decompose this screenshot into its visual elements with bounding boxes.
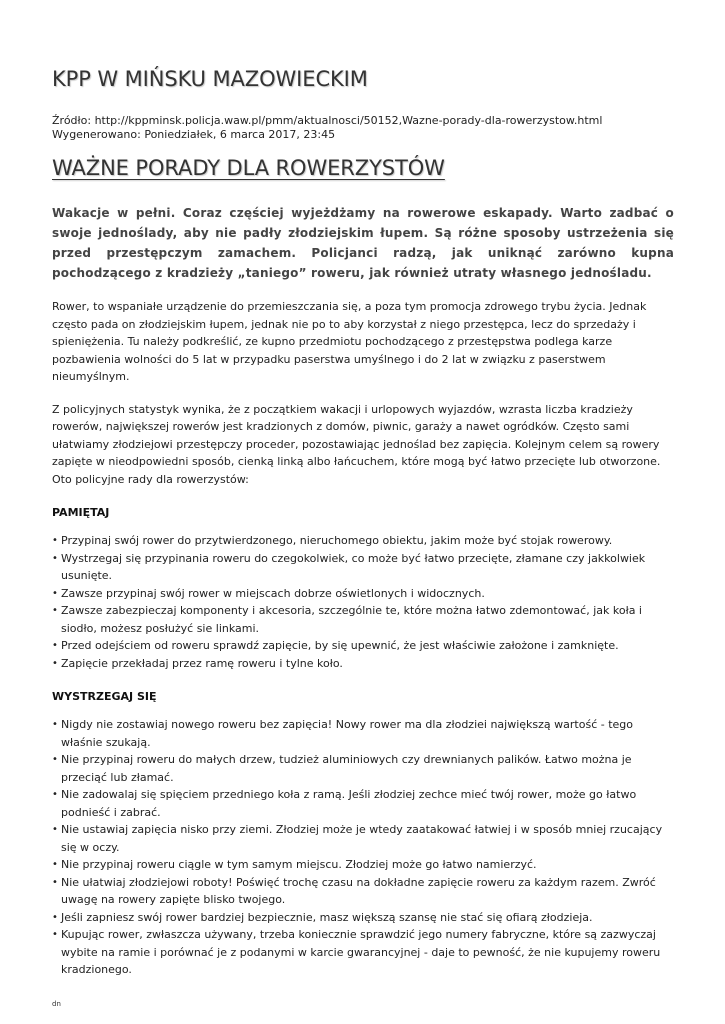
list-item xyxy=(52,856,674,874)
list-item-text: Zawsze zabezpieczaj komponenty i akcesoria, szczególnie te, które można łatwo zdemontować, jak koła i siodło, możesz posłużyć sie linkami. xyxy=(61,604,642,635)
bullet-icon: • xyxy=(52,824,58,835)
bullet-icon: • xyxy=(52,876,58,888)
list-item-text: Nie ułatwiaj złodziejowi roboty! Poświęć trochę czasu na dokładne zapięcie roweru za każdym razem. Zwróć uwagę na rowery zapięte blisko twojego. xyxy=(61,875,656,906)
bullet-icon: • xyxy=(52,657,58,669)
bullet-icon: • xyxy=(52,552,58,564)
list-item xyxy=(52,821,674,856)
list-item-text: Przed odejściem od roweru sprawdź zapięcie, by się upewnić, że jest właściwie założone i zamknięte. xyxy=(61,639,619,652)
source-line: Źródło: http://kppminsk.policja.waw.pl/pmm/aktualnosci/50152,Wazne-porady-dla-rowerzystow.html xyxy=(52,114,603,127)
list-item-text: Nie przypinaj roweru ciągle w tym samym miejscu. Złodziej może go łatwo namierzyć. xyxy=(61,858,537,871)
bullet-icon: • xyxy=(52,859,58,870)
bullet-icon: • xyxy=(52,719,58,730)
generated-line: Wygenerowano: Poniedziałek, 6 marca 2017, 23:45 xyxy=(52,128,336,141)
bullet-icon: • xyxy=(52,754,58,765)
list-item xyxy=(52,909,674,927)
list-item-text: Zawsze przypinaj swój rower w miejscach dobrze oświetlonych i widocznych. xyxy=(61,586,485,600)
list-item-text: Nigdy nie zostawiaj nowego roweru bez zapięcia! Nowy rower ma dla złodziei największą wartość - tego właśnie szukają. xyxy=(61,718,633,749)
bullet-icon: • xyxy=(52,929,58,940)
site-title: KPP W MIŃSKU MAZOWIECKIM xyxy=(52,67,368,91)
bullet-icon: • xyxy=(52,605,58,616)
list-item xyxy=(52,874,674,909)
list-item xyxy=(52,550,674,585)
section-heading-remember: PAMIĘTAJ xyxy=(52,506,110,519)
paragraph-text: Z policyjnych statystyk wynika, że z początkiem wakacji i urlopowych wyjazdów, wzrasta liczba kradzieży rowerów, największej rowerów jest kradzionych z domów, piwnic, garaży a nawet ogródków. Często sami ułatwiamy złodziejowi przestępczy proceder, pozostawiając jednoślad bez zapięcia. Kolejnym celem są rowery zapięte w nieodpowiedni sposób, cienką linką albo łańcuchem, które mogą być łatwo przecięte lub otworzone. xyxy=(52,402,661,468)
article-paragraph-1 xyxy=(52,298,674,386)
list-item xyxy=(52,585,674,603)
section-heading-beware: WYSTRZEGAJ SIĘ xyxy=(52,690,157,703)
list-item-text: Kupując rower, zwłaszcza używany, trzeba koniecznie sprawdzić jego numery fabryczne, które są zazwyczaj wybite na ramie i porównać je z podanymi w karcie gwarancyjnej - daje to pewność, że nie kupujemy roweru kradzionego. xyxy=(61,928,661,976)
list-item xyxy=(52,926,674,979)
list-item-text: Zapięcie przekładaj przez ramę roweru i tylne koło. xyxy=(61,656,343,670)
paragraph-text: Oto policyjne rady dla rowerzystów: xyxy=(52,472,249,486)
list-item xyxy=(52,655,674,673)
bullet-icon: • xyxy=(52,535,58,546)
list-item xyxy=(52,786,674,821)
beware-list xyxy=(52,716,674,979)
list-item xyxy=(52,602,674,637)
document-meta xyxy=(52,114,674,142)
paragraph-text: Rower, to wspaniałe urządzenie do przemieszczania się, a poza tym promocja zdrowego trybu życia. Jednak często pada on złodziejskim łupem, jednak nie po to aby korzystał z niego przestępca, lecz do sprzedaży i spieniężenia. Tu należy podkreślić, ze kupno przedmiotu pochodzącego z przestępstwa podlega karze pozbawienia wolności do 5 lat w przypadku paserstwa umyślnego i do 2 lat w związku z paserstwem nieumyślnym. xyxy=(52,300,647,383)
bullet-icon: • xyxy=(52,789,58,800)
list-item-text: Jeśli zapniesz swój rower bardziej bezpiecznie, masz większą szansę nie stać się ofiarą złodzieja. xyxy=(61,910,593,924)
bullet-icon: • xyxy=(52,911,58,923)
article-lead: Wakacje w pełni. Coraz częściej wyjeżdżamy na rowerowe eskapady. Warto zadbać o swoje jednoślady, aby nie padły złodziejskim łupem. Są różne sposoby ustrzeżenia się przed przestępczym zamachem. Policjanci radzą, jak uniknąć zarówno kupna pochodzącego z kradzieży „taniego” roweru, jak również utraty własnego jednośladu. xyxy=(52,206,674,280)
list-item xyxy=(52,716,674,751)
article-paragraph-2 xyxy=(52,401,674,489)
list-item xyxy=(52,751,674,786)
remember-list xyxy=(52,532,674,672)
article-title: WAŻNE PORADY DLA ROWERZYSTÓW xyxy=(52,156,445,180)
list-item xyxy=(52,532,674,550)
bullet-icon: • xyxy=(52,640,58,651)
list-item-text: Wystrzegaj się przypinania roweru do czegokolwiek, co może być łatwo przecięte, złamane czy jakkolwiek usunięte. xyxy=(61,551,646,582)
list-item xyxy=(52,637,674,655)
bullet-icon: • xyxy=(52,587,58,599)
list-item-text: Nie ustawiaj zapięcia nisko przy ziemi. Złodziej może je wtedy zaatakować łatwiej i w sposób mniej rzucający się w oczy. xyxy=(61,823,663,854)
list-item-text: Przypinaj swój rower do przytwierdzonego, nieruchomego obiektu, jakim może być stojak rowerowy. xyxy=(61,534,613,547)
list-item-text: Nie przypinaj roweru do małych drzew, tudzież aluminiowych czy drewnianych palików. Łatwo można je przeciąć lub złamać. xyxy=(61,753,632,784)
list-item-text: Nie zadowalaj się spięciem przedniego koła z ramą. Jeśli złodziej zechce mieć twój rower, może go łatwo podnieść i zabrać. xyxy=(61,788,637,819)
author-initials: dn xyxy=(52,999,61,1008)
